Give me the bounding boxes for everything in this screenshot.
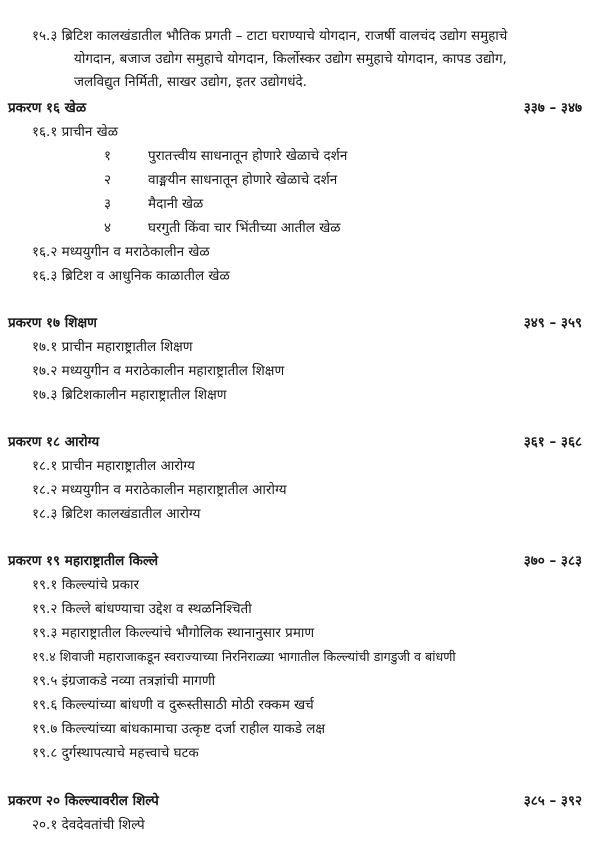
item-text: वाङ्मयीन साधनातून होणारे खेळाचे दर्शन (148, 172, 338, 188)
item-number: ४ (104, 220, 112, 236)
section-18-2: १८.२ मध्ययुगीन व मराठेकालीन महाराष्ट्रातील आरोग्य (32, 482, 287, 498)
section-17-1: १७.१ प्राचीन महाराष्ट्रातील शिक्षण (32, 339, 193, 355)
section-16-3: १६.३ ब्रिटिश व आधुनिक काळातील खेळ (32, 268, 230, 284)
section-19-5: १९.५ इंग्रजाकडे नव्या तत्रज्ञांची मागणी (32, 673, 216, 689)
chapter-20-heading (8, 791, 582, 811)
chapter-19-pages: ३७० – ३८३ (523, 553, 582, 569)
chapter-17-heading (8, 313, 582, 333)
item-number: २ (104, 172, 112, 188)
section-17-2: १७.२ मध्ययुगीन व मराठेकालीन महाराष्ट्रातील शिक्षण (32, 363, 285, 379)
section-16-1: १६.१ प्राचीन खेळ (32, 124, 118, 140)
chapter-18-pages: ३६१ – ३६८ (523, 434, 582, 450)
section-19-2: १९.२ किल्ले बांधण्याचा उद्देश व स्थळनिश्चिती (32, 601, 252, 617)
section-18-1: १८.१ प्राचीन महाराष्ट्रातील आरोग्य (32, 458, 195, 474)
chapter-16-pages: ३३७ – ३४७ (523, 100, 582, 116)
intro-line-3: जलविद्युत निर्मिती, साखर उद्योग, इतर उद्योगधंदे. (74, 74, 307, 90)
chapter-16-heading (8, 98, 582, 118)
chapter-17-title: प्रकरण १७ शिक्षण (8, 315, 97, 331)
section-16-2: १६.२ मध्ययुगीन व मराठेकालीन खेळ (32, 244, 210, 260)
chapter-19-title: प्रकरण १९ महाराष्ट्रातील किल्ले (8, 553, 159, 569)
section-19-1: १९.१ किल्ल्यांचे प्रकार (32, 577, 140, 593)
item-number: १ (104, 148, 112, 164)
section-19-3: १९.३ महाराष्ट्रातील किल्ल्यांचे भौगोलिक स्थानानुसार प्रमाण (32, 625, 315, 641)
section-18-3: १८.३ ब्रिटिश कालखंडातील आरोग्य (32, 506, 201, 522)
chapter-19-heading (8, 551, 582, 571)
chapter-18-title: प्रकरण १८ आरोग्य (8, 434, 100, 450)
chapter-20-title: प्रकरण २० किल्ल्यावरील शिल्पे (8, 793, 159, 809)
chapter-16-title: प्रकरण १६ खेळ (8, 100, 87, 116)
section-19-4: १९.४ शिवाजी महाराजाकडून स्वराज्याच्या निरनिराळ्या भागातील किल्ल्यांची डागडुजी व बांधणी (32, 649, 456, 664)
item-text: मैदानी खेळ (148, 196, 204, 212)
section-20-1: २०.१ देवदेवतांची शिल्पे (32, 817, 145, 833)
item-text: पुरातत्त्वीय साधनातून होणारे खेळाचे दर्शन (148, 148, 348, 164)
chapter-20-pages: ३८५ – ३९२ (523, 793, 582, 809)
section-17-3: १७.३ ब्रिटिशकालीन महाराष्ट्रातील शिक्षण (32, 387, 227, 403)
section-19-7: १९.७ किल्ल्यांच्या बांधकामाचा उत्कृष्ट दर्जा राहील याकडे लक्ष (32, 721, 326, 737)
section-19-8: १९.८ दुर्गस्थापत्याचे महत्त्वाचे घटक (32, 745, 199, 761)
item-number: ३ (104, 196, 112, 212)
section-19-6: १९.६ किल्ल्यांच्या बांधणी व दुरूस्तीसाठी मोठी रक्कम खर्च (32, 697, 314, 713)
chapter-18-heading (8, 432, 582, 452)
chapter-17-pages: ३४९ – ३५९ (523, 315, 582, 331)
intro-line-1: १५.३ ब्रिटिश कालखंडातील भौतिक प्रगती – टाटा घराण्याचे योगदान, राजर्षी वालचंद उद्योग समुहाचे (32, 28, 508, 44)
intro-line-2: योगदान, बजाज उद्योग समुहाचे योगदान, किर्लोस्कर उद्योग समुहाचे योगदान, कापड उद्योग, (74, 51, 507, 67)
item-text: घरगुती किंवा चार भिंतीच्या आतील खेळ (148, 220, 341, 236)
